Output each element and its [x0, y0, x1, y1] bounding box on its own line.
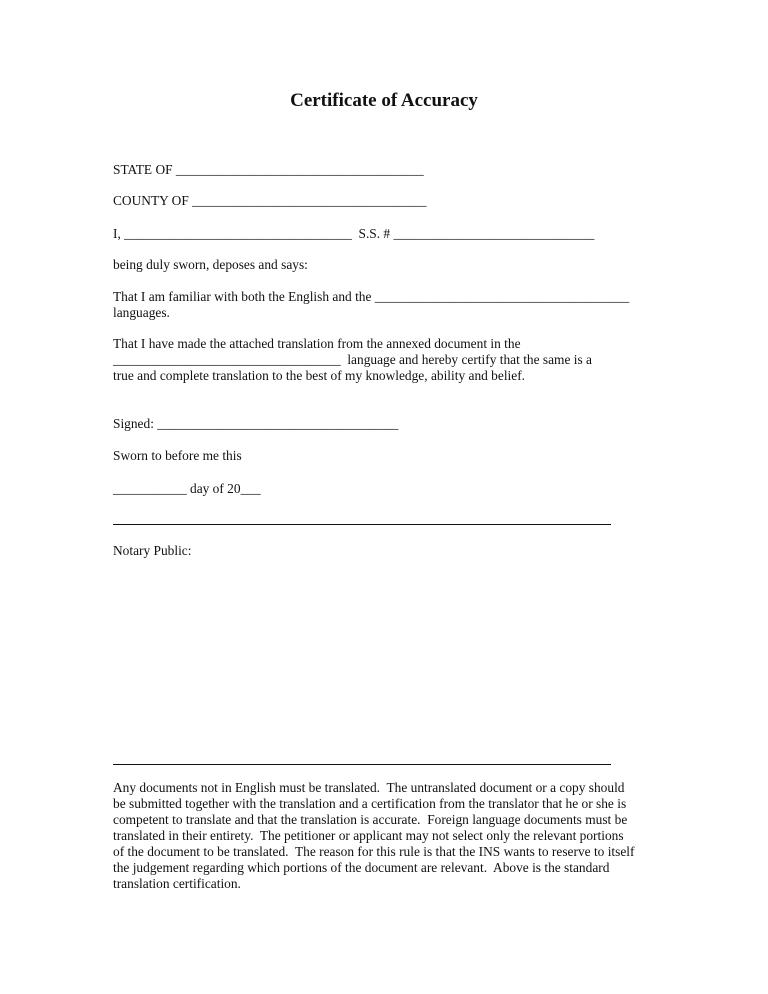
notary-seal-rule — [113, 764, 611, 765]
notice-line: translation certification. — [113, 876, 241, 891]
signed-line: Signed: ____________________________________ — [113, 416, 399, 431]
sworn-statement: being duly sworn, deposes and says: — [113, 257, 308, 272]
notice-line: Any documents not in English must be translated. The untranslated document or a copy should — [113, 780, 625, 795]
notice-line: of the document to be translated. The reason for this rule is that the INS wants to reserve to itself — [113, 844, 635, 859]
notary-signature-rule — [113, 524, 611, 525]
familiar-statement-line-1: That I am familiar with both the English and the ______________________________________ — [113, 289, 630, 304]
notice-line: competent to translate and that the translation is accurate. Foreign language documents must be — [113, 812, 628, 827]
notice-line: the judgement regarding which portions of the document are relevant. Above is the standard — [113, 860, 610, 875]
notice-line: translated in their entirety. The petitioner or applicant may not select only the relevant portions — [113, 828, 624, 843]
familiar-statement-line-2: languages. — [113, 305, 170, 320]
translation-statement-line-2: __________________________________ language and hereby certify that the same is a — [113, 352, 592, 367]
sworn-before-line: Sworn to before me this — [113, 448, 242, 463]
translation-notice — [113, 780, 658, 892]
notice-line: be submitted together with the translation and a certification from the translator that he or she is — [113, 796, 627, 811]
state-field-line: STATE OF _____________________________________ — [113, 162, 424, 177]
translation-statement-line-1: That I have made the attached translation from the annexed document in the — [113, 336, 521, 351]
document-title: Certificate of Accuracy — [290, 90, 478, 111]
translation-statement-line-3: true and complete translation to the best of my knowledge, ability and belief. — [113, 368, 526, 383]
day-line: ___________ day of 20___ — [113, 481, 261, 496]
county-field-line: COUNTY OF ___________________________________ — [113, 193, 427, 208]
notary-public-label: Notary Public: — [113, 543, 192, 558]
identity-field-line: I, __________________________________ S.S. # ______________________________ — [113, 226, 595, 241]
